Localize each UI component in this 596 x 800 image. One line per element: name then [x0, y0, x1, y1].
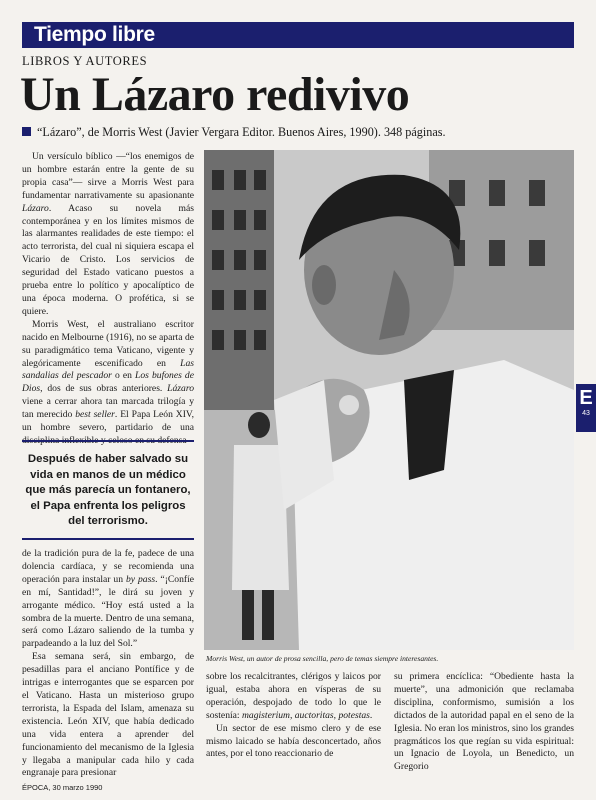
section-tab-letter: E — [579, 387, 593, 409]
section-tab — [576, 384, 596, 432]
paragraph: su primera encíclica: “Obediente hasta la muerte”, una admonición que reclamaba disciplina, conformismo, sumisión a los dictados de la autoridad papal en el seno de la Iglesia. No eran los ministros, sino los grandes pragmáticos los que regían su vida espiritual: un Ignacio de Loyola, un Benedicto, un Gregorio — [394, 671, 574, 773]
paragraph: sobre los recalcitrantes, clérigos y laicos por igual, estaba ahora en vísperas de su operación, despojado de todo lo que le sostenía: magisterium, auctoritas, potestas. — [206, 671, 381, 721]
paragraph: de la tradición pura de la fe, padece de una dolencia cardíaca, y se recomienda una operación para instalar un by pass. “¡Confíe en mí, Santidad!”, le dirá su joven y arrogante médico. “Hoy está usted a la sombra de la muerte. Dentro de una semana, será como Lázaro saliendo de la tumba y parpadeando a la luz del Sol.” — [22, 548, 194, 650]
photo-caption: Morris West, un autor de prosa sencilla, pero de temas siempre interesantes. — [206, 654, 439, 663]
page-number: 43 — [582, 410, 590, 417]
bibliographic-line — [22, 125, 446, 140]
pull-quote-bottom-rule — [22, 538, 194, 540]
column-1-top — [22, 151, 194, 439]
paragraph: Un sector de ese mismo clero y de ese mismo laicado se había desconcertado, años antes, por el tono reaccionario de — [206, 722, 381, 760]
pull-quote-top-rule — [22, 440, 194, 442]
article-title: Un Lázaro redivivo — [20, 68, 410, 121]
section-title: Tiempo libre — [34, 23, 155, 46]
kicker: LIBROS Y AUTORES — [22, 54, 148, 68]
column-3 — [394, 671, 574, 781]
pull-quote: Después de haber salvado su vida en manos de un médico que más parecía un fontanero, el Papa enfrenta los peligros del terrorismo. — [25, 453, 191, 528]
footer-publication: ÉPOCA, 30 marzo 1990 — [22, 783, 103, 792]
paragraph: Un versículo bíblico —“los enemigos de un hombre estarán entre la gente de su propia casa”— sirve a Morris West para fundamentar narrativamente su apasionante Lázaro. Acaso su novela más contemporánea y en los límites mismos de las alarmantes realidades de este tiempo: el acto terrorista, del cual ni siquiera escapa el Vicario de Cristo. Los servicios de seguridad del Estado vaticano puestos a prueba entre lo político y apocalíptico de una época moderna. O profética, si se quiere. — [22, 151, 194, 317]
bibliographic-text: “Lázaro”, de Morris West (Javier Vergara Editor. Buenos Aires, 1990). 348 páginas. — [37, 125, 446, 139]
column-2 — [206, 671, 381, 781]
column-1-bottom — [22, 548, 194, 780]
paragraph: Morris West, el australiano escritor nacido en Melbourne (1916), no se aparta de su paradigmático tema Vaticano, vigente y alegóricamente escenificado en Las sandalias del pescador o en Los bufones de Dios, dos de sus obras anteriores. Lázaro viene a cerrar ahora tan marcada trilogía y tan merecido best seller. El Papa León XIV, un hombre severo, partidario de una — [22, 318, 194, 434]
author-photo — [204, 150, 574, 650]
bullet-square-icon — [22, 127, 31, 136]
section-header-bar — [22, 22, 574, 48]
paragraph: Esa semana será, sin embargo, de pesadillas para el anciano Pontífice y de intrigas e interrogantes que se esparcen por el Vaticano. Hasta un misterioso grupo terrorista, la Espada del Islam, amenaza su existencia. León XIV, que había dedicado una vida entera a aprender del funcionamiento del mecanismo de la Iglesia y llegaba a manipular cada hilo y cada engranaje para presionar — [22, 651, 194, 779]
